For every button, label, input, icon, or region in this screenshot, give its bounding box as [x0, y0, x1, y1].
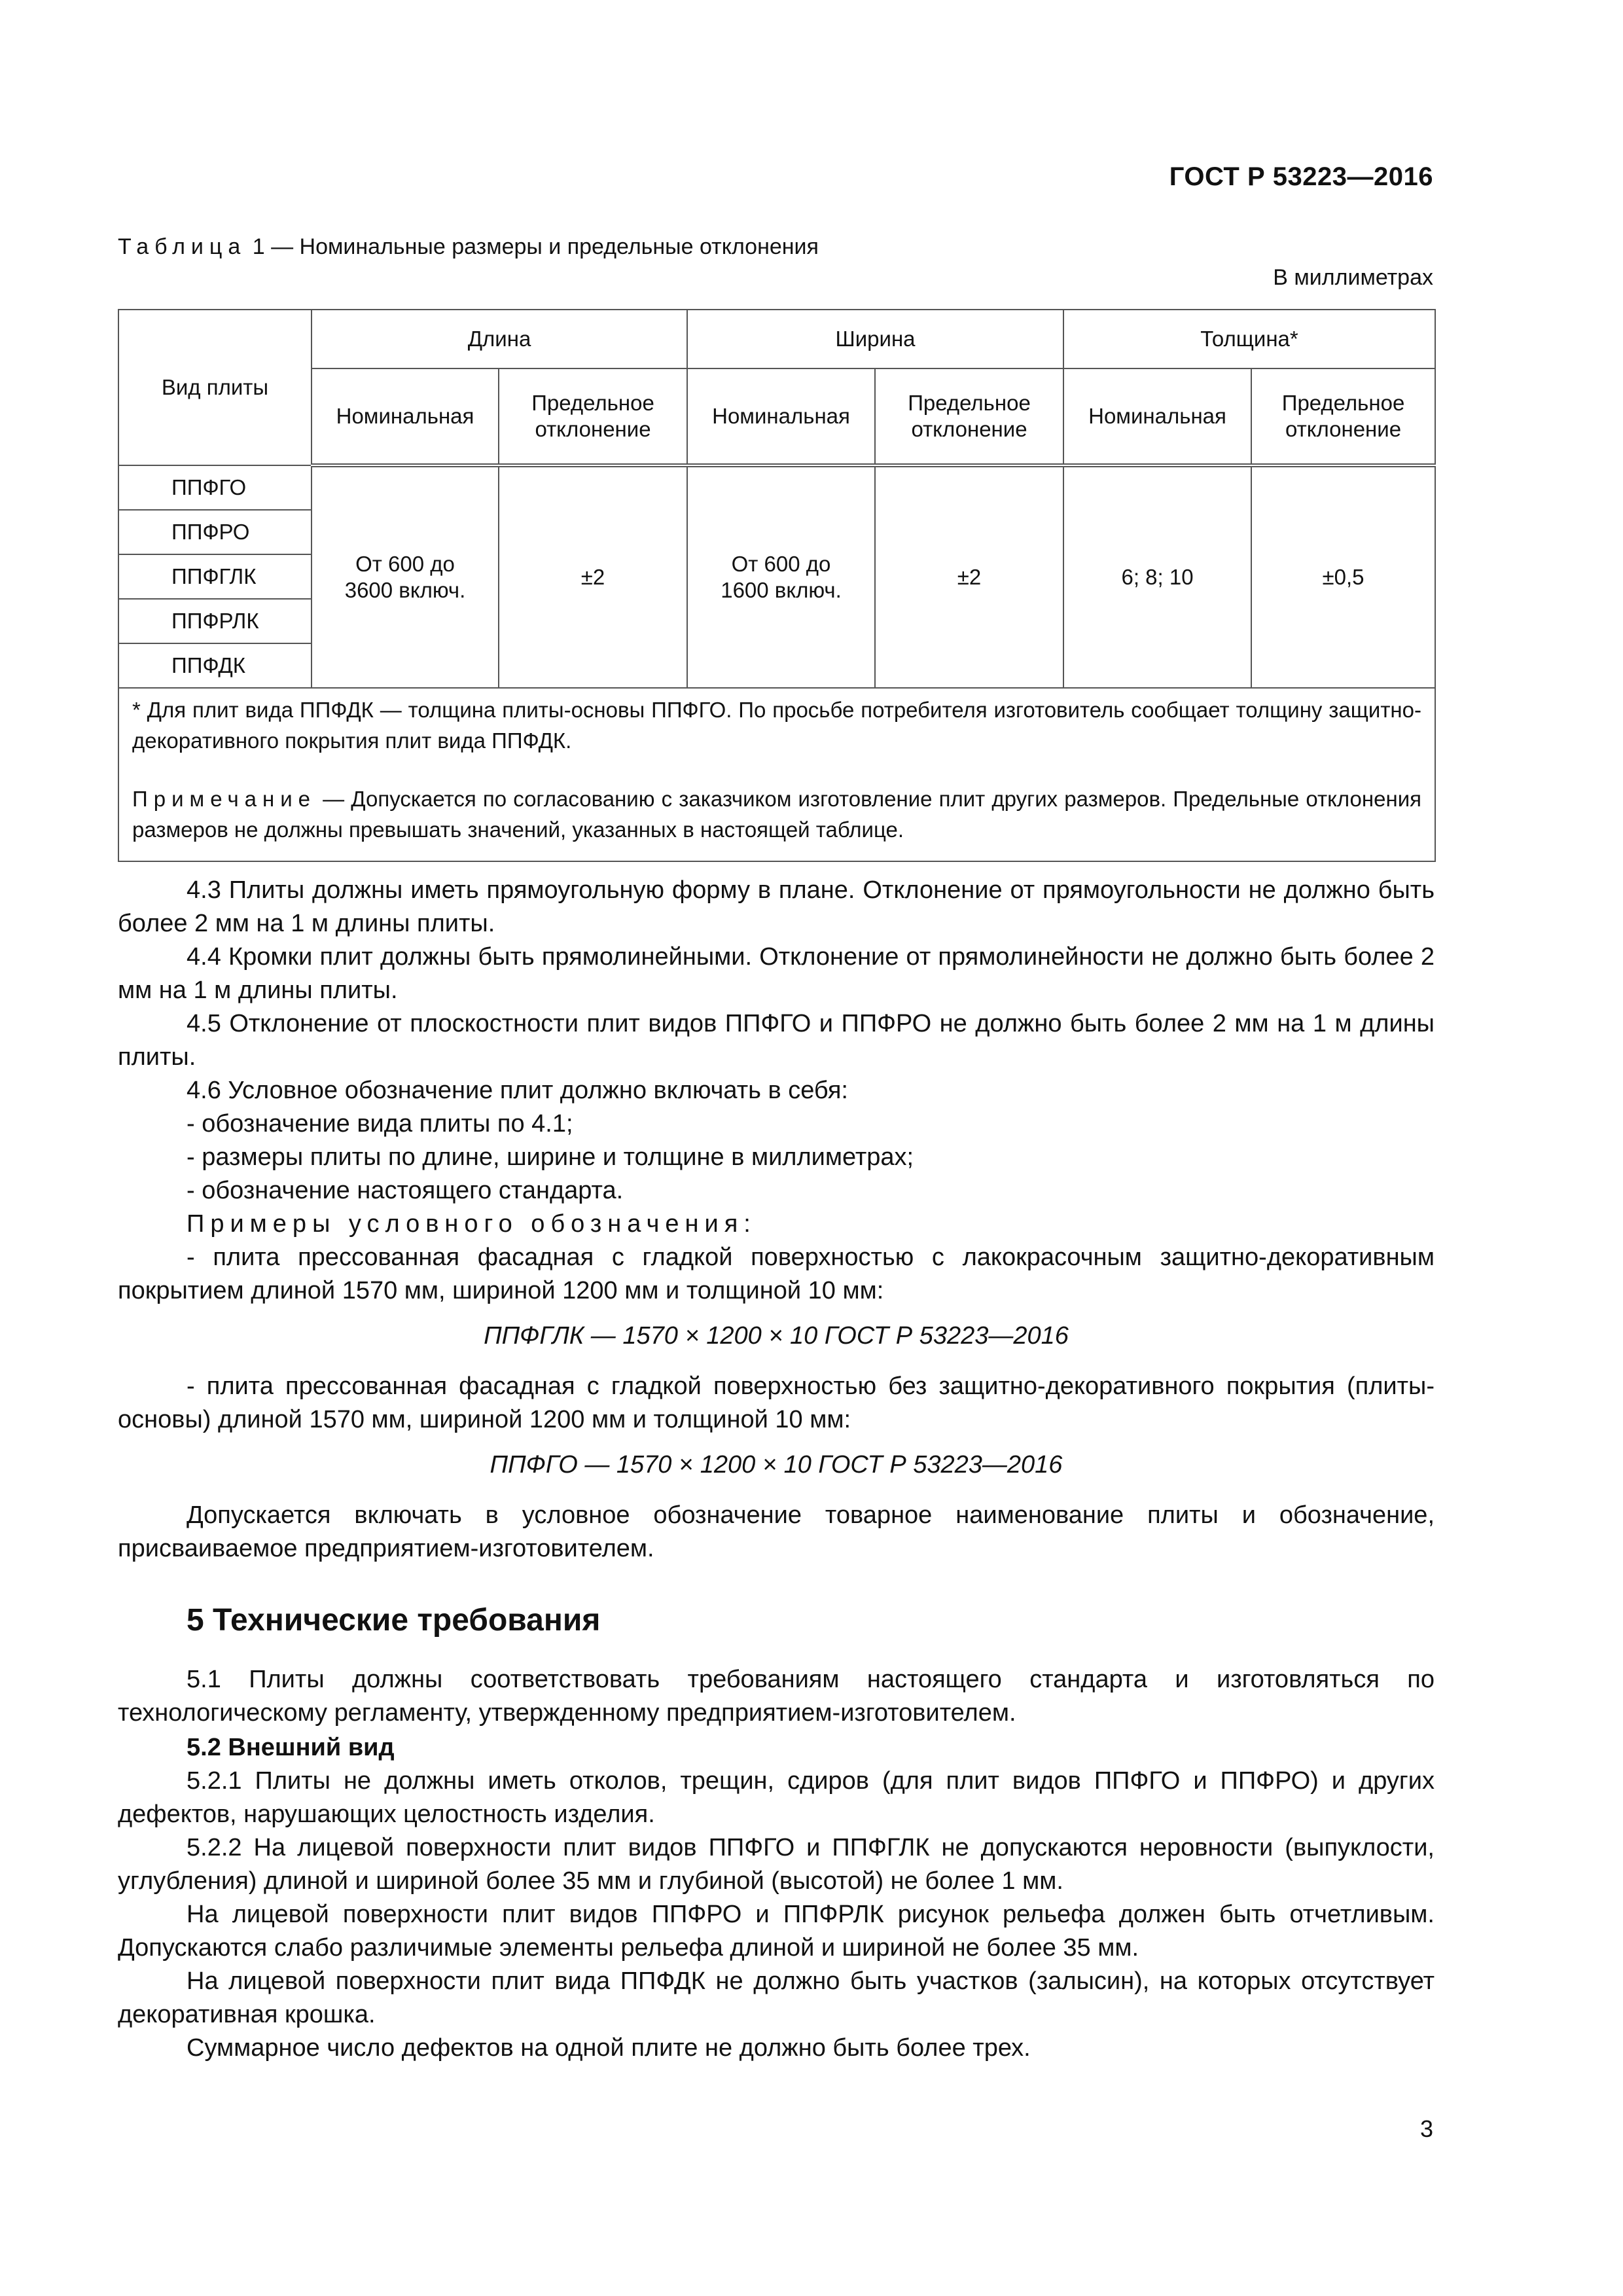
subheader-length-deviation: Предельное отклонение [499, 368, 687, 465]
paragraph-allowed: Допускается включать в условное обозначение товарное наименование плиты и обозначение, присваиваемое предприятием-изготовителем. [118, 1501, 1435, 1562]
paragraph-4-3: 4.3 Плиты должны иметь прямоугольную форму в плане. Отклонение от прямоугольности не должно быть более 2 мм на 1 м длины плиты. [118, 876, 1435, 937]
section-5-heading: 5 Технические требования [187, 1603, 601, 1638]
length-nominal-cell: От 600 до 3600 включ. [312, 465, 499, 688]
col-header-thickness: Толщина* [1063, 310, 1435, 368]
paragraph-ppfdk: На лицевой поверхности плит вида ППФДК не должно быть участков (залысин), на которых отсутствует декоративная крошка. [118, 1967, 1435, 2028]
paragraph-5-1: 5.1 Плиты должны соответствовать требованиям настоящего стандарта и изготовляться по технологическому регламенту, утвержденному предприятием-изготовителем. [118, 1666, 1435, 1727]
paragraph-5-2-1: 5.2.1 Плиты не должны иметь отколов, трещин, сдиров (для плит видов ППФГО и ППФРО) и других дефектов, нарушающих целостность изделия. [118, 1767, 1435, 1828]
list-item: - обозначение вида плиты по 4.1; [187, 1110, 573, 1138]
example-1: - плита прессованная фасадная с гладкой поверхностью с лакокрасочным защитно-декоративным покрытием длиной 1570 мм, шириной 1200 мм и толщиной 10 мм: [118, 1244, 1435, 1304]
table-caption-word: Таблица [118, 234, 247, 259]
subsection-5-2-heading: 5.2 Внешний вид [187, 1734, 395, 1761]
dimensions-table [118, 309, 1436, 862]
plate-type-cell: ППФРО [118, 510, 312, 554]
page-number: 3 [1419, 2115, 1433, 2142]
example-2: - плита прессованная фасадная с гладкой поверхностью без защитно-декоративного покрытия (плиты-основы) длиной 1570 мм, шириной 1200 мм и толщиной 10 мм: [118, 1372, 1435, 1433]
list-item: - обозначение настоящего стандарта. [187, 1177, 624, 1204]
paragraph-4-5: 4.5 Отклонение от плоскостности плит видов ППФГО и ППФРО не должно быть более 2 мм на 1 м длины плиты. [118, 1010, 1435, 1071]
plate-type-cell: ППФДК [118, 643, 312, 688]
plate-type-cell: ППФРЛК [118, 599, 312, 643]
subheader-width-deviation: Предельное отклонение [875, 368, 1063, 465]
paragraph-relief: На лицевой поверхности плит видов ППФРО и ППФРЛК рисунок рельефа должен быть отчетливым. Допускаются слабо различимые элементы рельефа длиной и шириной не более 35 мм. [118, 1901, 1435, 1962]
col-header-length: Длина [312, 310, 687, 368]
subheader-thickness-nominal: Номинальная [1063, 368, 1251, 465]
plate-type-cell: ППФГЛК [118, 554, 312, 599]
document-id-header: ГОСТ Р 53223—2016 [1169, 162, 1433, 191]
col-header-width: Ширина [687, 310, 1063, 368]
table-row [118, 465, 1435, 510]
width-deviation-cell: ±2 [875, 465, 1063, 688]
table-note-text: — Допускается по согласованию с заказчиком изготовление плит других размеров. Предельные отклонения размеров не должны превышать значений, указанных в настоящей таблице. [132, 786, 1422, 842]
examples-heading: Примеры условного обозначения: [187, 1210, 757, 1238]
col-header-type: Вид плиты [118, 310, 312, 465]
paragraph-4-4: 4.4 Кромки плит должны быть прямолинейными. Отклонение от прямолинейности не должно быть более 2 мм на 1 м длины плиты. [118, 943, 1435, 1004]
subheader-width-nominal: Номинальная [687, 368, 875, 465]
table-caption-title: 1 — Номинальные размеры и предельные отклонения [246, 234, 819, 259]
formula-1: ППФГЛК — 1570 × 1200 × 10 ГОСТ Р 53223—2016 [484, 1322, 1069, 1350]
main-text [118, 874, 1435, 2065]
paragraph-5-2-2: 5.2.2 На лицевой поверхности плит видов ППФГО и ППФГЛК не допускаются неровности (выпуклости, углубления) длиной и шириной более 35 мм и глубиной (высотой) не более 1 мм. [118, 1834, 1435, 1895]
table-footnote-cell [118, 688, 1435, 861]
thickness-nominal-cell: 6; 8; 10 [1063, 465, 1251, 688]
table-note [132, 784, 1421, 846]
plate-type-cell: ППФГО [118, 465, 312, 510]
width-nominal-cell: От 600 до 1600 включ. [687, 465, 875, 688]
paragraph-4-6: 4.6 Условное обозначение плит должно включать в себя: [187, 1077, 848, 1104]
thickness-deviation-cell: ±0,5 [1251, 465, 1435, 688]
table-units: В миллиметрах [1273, 265, 1433, 290]
table-note-word: Примечание [132, 786, 317, 811]
formula-2: ППФГО — 1570 × 1200 × 10 ГОСТ Р 53223—2016 [490, 1451, 1063, 1479]
subheader-thickness-deviation: Предельное отклонение [1251, 368, 1435, 465]
paragraph-total-defects: Суммарное число дефектов на одной плите не должно быть более трех. [187, 2034, 1031, 2062]
table-caption [118, 234, 819, 260]
list-item: - размеры плиты по длине, ширине и толщине в миллиметрах; [187, 1143, 914, 1171]
subheader-length-nominal: Номинальная [312, 368, 499, 465]
table-footnote: * Для плит вида ППФДК — толщина плиты-основы ППФГО. По просьбе потребителя изготовитель сообщает толщину защитно-декоративного покрытия плит вида ППФДК. [132, 698, 1422, 753]
length-deviation-cell: ±2 [499, 465, 687, 688]
